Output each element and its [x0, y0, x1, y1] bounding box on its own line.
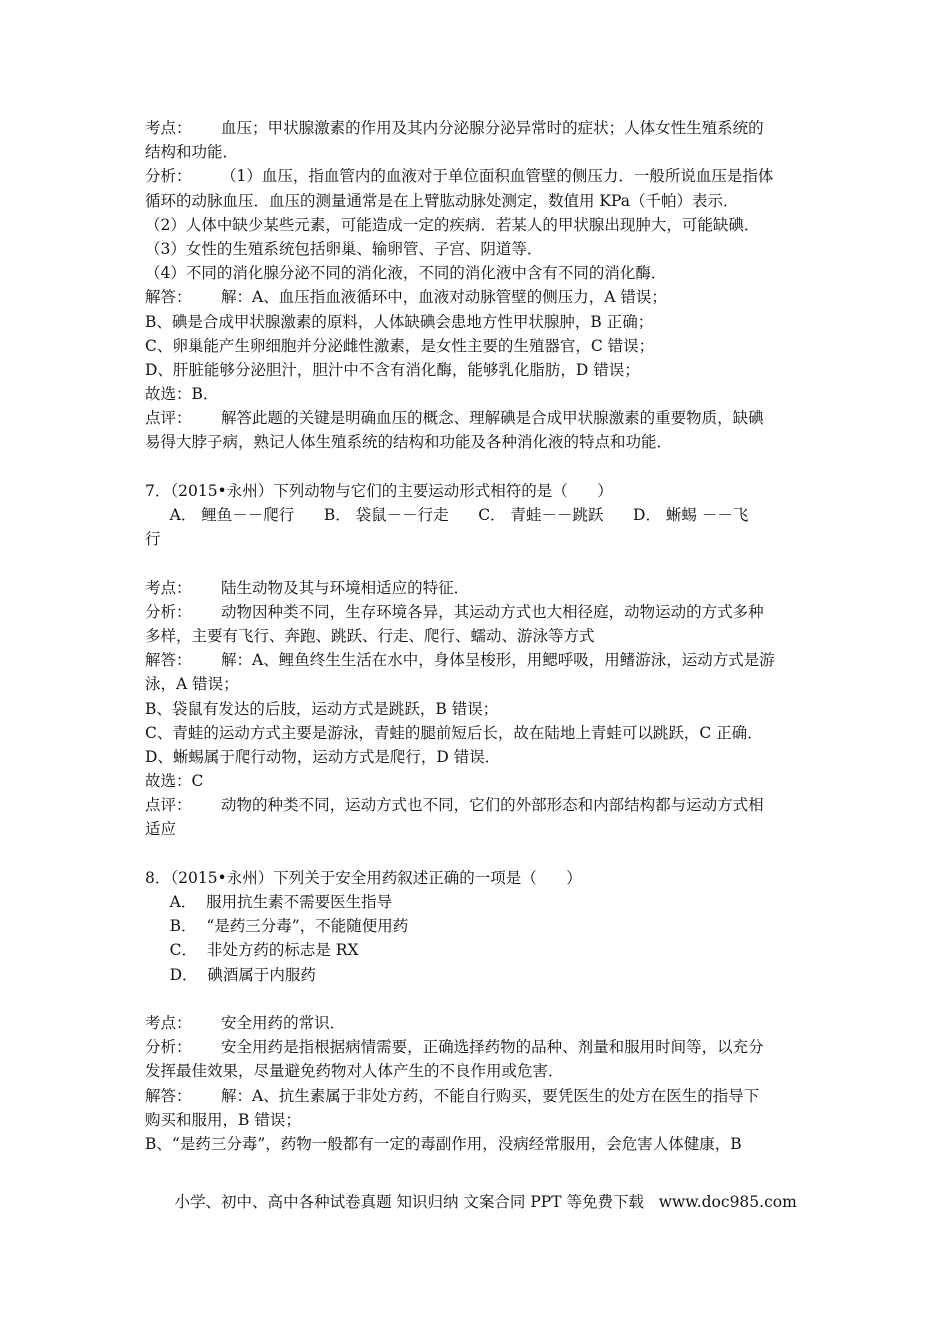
text-line: （4）不同的消化腺分泌不同的消化液，不同的消化液中含有不同的消化酶． — [145, 264, 667, 283]
text-line: 购买和服用，B 错误； — [145, 1110, 301, 1129]
text-line: B、袋鼠有发达的后肢，运动方式是跳跃，B 错误； — [145, 699, 499, 718]
text-line: 多样，主要有飞行、奔跑、跳跃、行走、爬行、蠕动、游泳等方式 — [145, 626, 595, 645]
text-line: 考点： 陆生动物及其与环境相适应的特征． — [145, 578, 470, 597]
question-7-options: A． 鲤鱼－－爬行 B． 袋鼠－－行走 C． 青蛙－－跳跃 D． 蜥蜴 －－飞 — [145, 506, 749, 524]
question-8-option-d: D． 碘酒属于内服药 — [145, 965, 316, 984]
text-line: 泳，A 错误； — [145, 675, 239, 694]
text-line: 考点： 安全用药的常识． — [145, 1013, 346, 1032]
text-line: B、碘是合成甲状腺激素的原料，人体缺碘会患地方性甲状腺肿，B 正确； — [145, 312, 654, 331]
text-line: D、肝脏能够分泌胆汁，胆汁中不含有消化酶，能够乳化脂肪，D 错误； — [145, 360, 640, 379]
text-line: D、蜥蜴属于爬行动物，运动方式是爬行，D 错误． — [145, 747, 501, 766]
question-7-stem: 7．（2015•永州）下列动物与它们的主要运动形式相符的是（ ） — [145, 481, 613, 500]
text-line: 分析： 安全用药是指根据病情需要，正确选择药物的品种、剂量和服用时间等，以充分 — [145, 1038, 764, 1057]
text-line: 解答： 解：A、血压指血液循环中，血液对动脉管壁的侧压力，A 错误； — [145, 288, 667, 307]
text-line: 分析： 动物因种类不同，生存环境各异，其运动方式也大相径庭，动物运动的方式多种 — [145, 602, 764, 621]
question-8-option-c: C． 非处方药的标志是 RX — [145, 941, 359, 960]
text-line: （3）女性的生殖系统包括卵巢、输卵管、子宫、阴道等． — [145, 239, 543, 258]
text-line: C、卵巢能产生卵细胞并分泌雌性激素，是女性主要的生殖器官，C 错误； — [145, 336, 655, 355]
text-line: 点评： 动物的种类不同，运动方式也不同，它们的外部形态和内部结构都与运动方式相 — [145, 796, 764, 815]
text-line: （2）人体中缺少某些元素，可能造成一定的疾病．若某人的甲状腺出现肿大，可能缺碘． — [145, 215, 760, 234]
question-7-options-wrap: 行 — [145, 530, 161, 549]
text-line: 适应 — [145, 820, 177, 839]
question-8-option-b: B． “是药三分毒”，不能随便用药 — [145, 917, 409, 936]
text-line: 解答： 解：A、鲤鱼终生生活在水中，身体呈梭形，用鳃呼吸，用鳍游泳，运动方式是游 — [145, 651, 775, 670]
text-line: B、“是药三分毒”，药物一般都有一定的毒副作用，没病经常服用，会危害人体健康，B — [145, 1134, 742, 1153]
text-line: 故选：B． — [145, 385, 219, 404]
question-8-option-a: A． 服用抗生素不需要医生指导 — [145, 893, 393, 911]
text-line: 考点： 血压；甲状腺激素的作用及其内分泌腺分泌异常时的症状；人体女性生殖系统的 — [145, 119, 764, 137]
text-line: C、青蛙的运动方式主要是游泳，青蛙的腿前短后长，故在陆地上青蛙可以跳跃，C 正确． — [145, 723, 763, 742]
text-line: 分析： （1）血压，指血管内的血液对于单位面积血管壁的侧压力．一般所说血压是指体 — [145, 167, 774, 186]
text-line: 易得大脖子病，熟记人体生殖系统的结构和功能及各种消化液的特点和功能． — [145, 433, 673, 452]
text-line: 故选：C — [145, 772, 204, 791]
text-line: 发挥最佳效果，尽量避免药物对人体产生的不良作用或危害． — [145, 1062, 564, 1081]
question-8-stem: 8．（2015•永州）下列关于安全用药叙述正确的一项是（ ） — [145, 868, 582, 887]
text-line: 结构和功能． — [145, 143, 239, 162]
document-body — [145, 116, 810, 1156]
text-line: 解答： 解：A、抗生素属于非处方药，不能自行购买，要凭医生的处方在医生的指导下 — [145, 1086, 760, 1105]
text-line: 点评： 解答此题的关键是明确血压的概念、理解碘是合成甲状腺激素的重要物质，缺碘 — [145, 409, 764, 428]
page-footer: 小学、初中、高中各种试卷真题 知识归纳 文案合同 PPT 等免费下载 www.doc985.com — [145, 1193, 797, 1211]
text-line: 循环的动脉血压．血压的测量通常是在上臂肱动脉处测定，数值用 KPa（千帕）表示． — [145, 191, 739, 210]
